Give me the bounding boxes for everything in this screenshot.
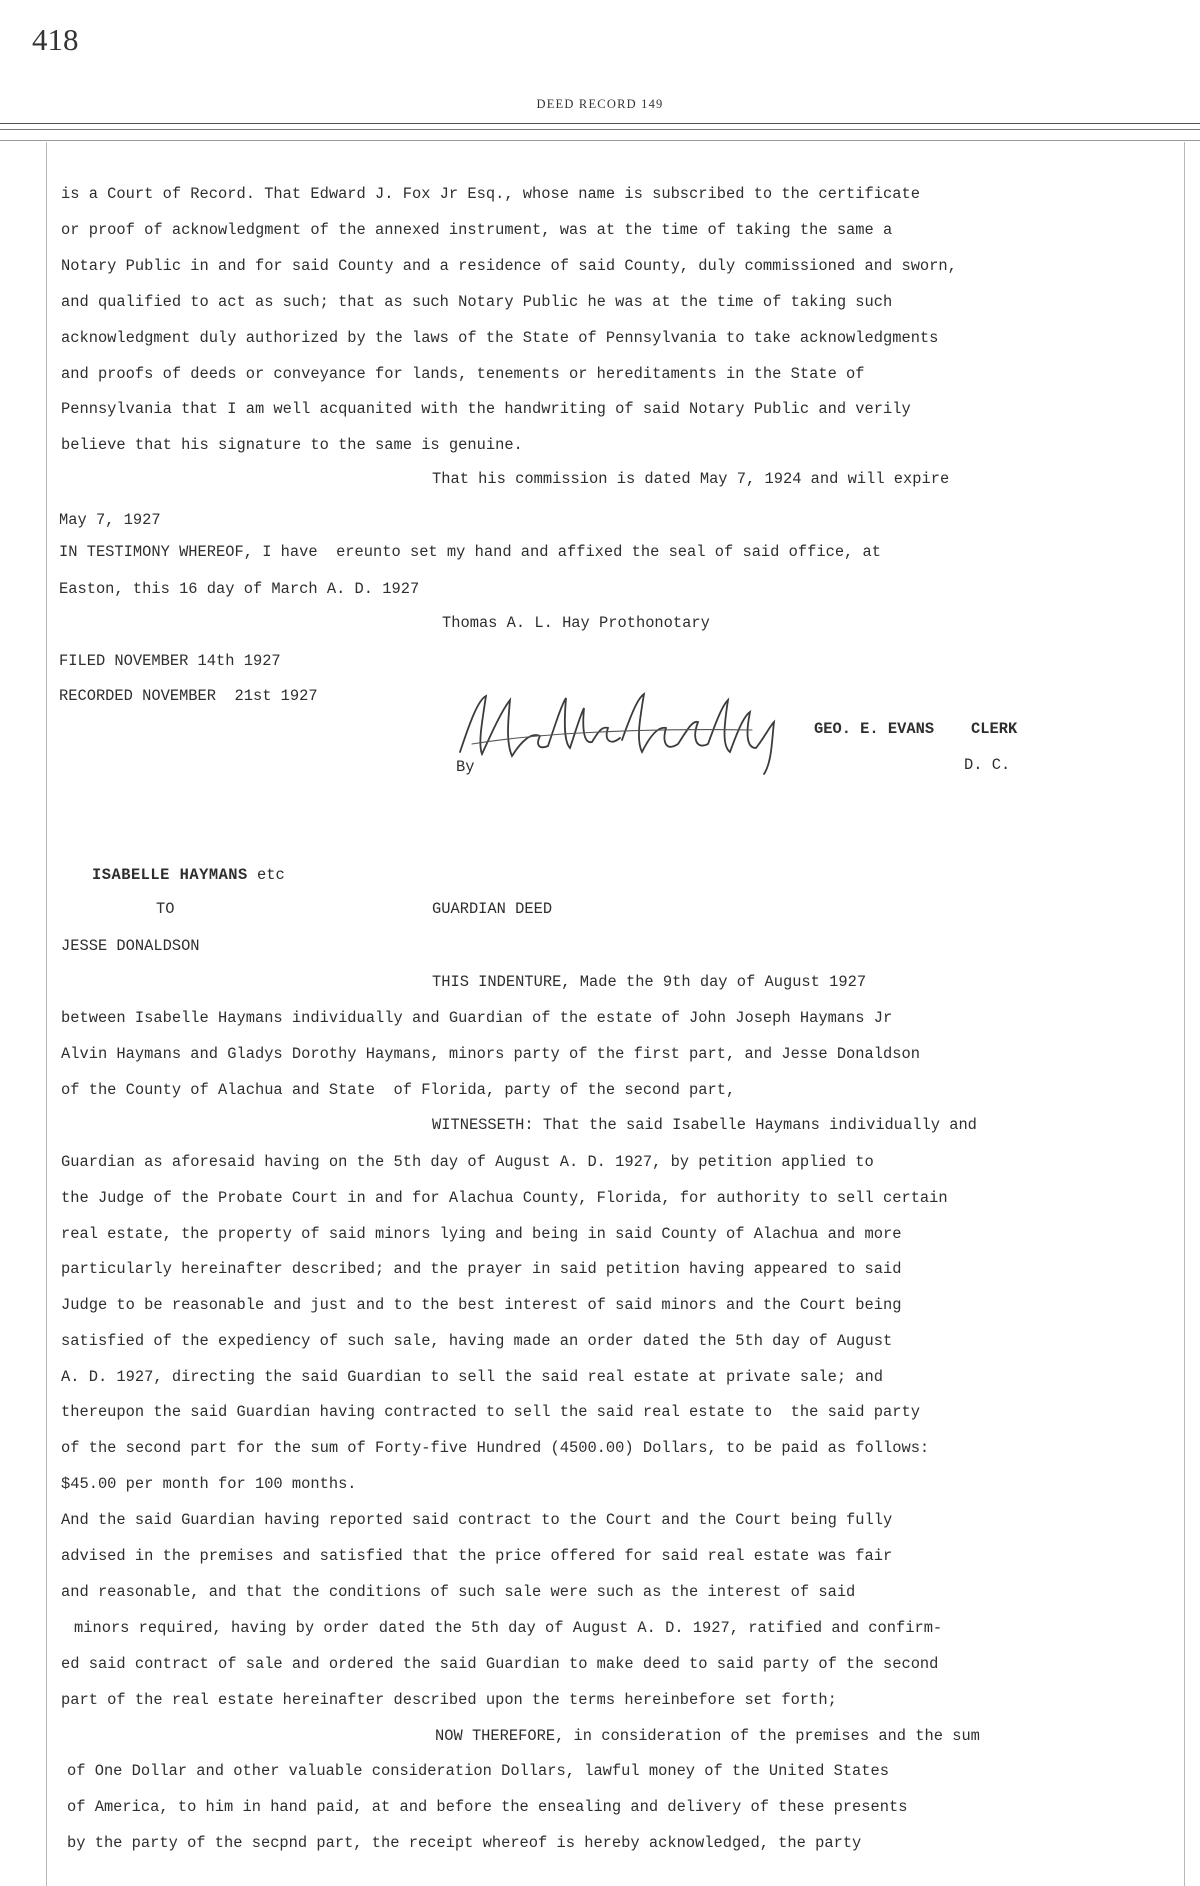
deed-body-line: particularly hereinafter described; and the prayer in said petition having appeared to said: [61, 1260, 902, 1278]
header-rule: [0, 129, 1200, 130]
recorded-date: RECORDED NOVEMBER 21st 1927: [59, 687, 318, 705]
right-margin-line: [1184, 142, 1185, 1886]
certificate-line: believe that his signature to the same is genuine.: [61, 436, 523, 454]
deed-caption-grantor: [92, 866, 285, 884]
grantor-suffix: etc: [257, 866, 285, 884]
certificate-line: Thomas A. L. Hay Prothonotary: [442, 614, 710, 632]
deed-body-line: THIS INDENTURE, Made the 9th day of August 1927: [432, 973, 867, 991]
by-label: By: [456, 758, 475, 776]
deed-body-line: of the County of Alachua and State of Florida, party of the second part,: [61, 1081, 736, 1099]
page-number: 418: [32, 22, 79, 57]
deed-body-line: And the said Guardian having reported said contract to the Court and the Court being fully: [61, 1511, 893, 1529]
deed-body-line: real estate, the property of said minors lying and being in said County of Alachua and more: [61, 1225, 902, 1243]
filed-date: FILED NOVEMBER 14th 1927: [59, 652, 281, 670]
grantee-name: JESSE DONALDSON: [61, 937, 200, 955]
deed-body-line: NOW THEREFORE, in consideration of the premises and the sum: [435, 1727, 980, 1745]
deed-body-line: and reasonable, and that the conditions of such sale were such as the interest of said: [61, 1583, 856, 1601]
deed-body-line: WITNESSETH: That the said Isabelle Haymans individually and: [432, 1116, 977, 1134]
deed-body-line: of the second part for the sum of Forty-five Hundred (4500.00) Dollars, to be paid as follows:: [61, 1439, 930, 1457]
handwritten-signature: [452, 682, 802, 777]
header-rule: [0, 140, 1200, 141]
certificate-line: That his commission is dated May 7, 1924 and will expire: [432, 470, 950, 488]
deed-body-line: ed said contract of sale and ordered the said Guardian to make deed to said party of the second: [61, 1655, 939, 1673]
ledger-title: DEED RECORD 149: [536, 97, 664, 111]
certificate-line: IN TESTIMONY WHEREOF, I have ereunto set my hand and affixed the seal of said office, at: [59, 543, 881, 561]
deed-body-line: of America, to him in hand paid, at and before the ensealing and delivery of these presents: [67, 1798, 908, 1816]
certificate-line: Pennsylvania that I am well acquanited with the handwriting of said Notary Public and verily: [61, 400, 911, 418]
certificate-line: and proofs of deeds or conveyance for lands, tenements or hereditaments in the State of: [61, 365, 865, 383]
deed-body-line: Judge to be reasonable and just and to the best interest of said minors and the Court being: [61, 1296, 902, 1314]
deputy-clerk-label: D. C.: [964, 756, 1011, 774]
certificate-line: is a Court of Record. That Edward J. Fox Jr Esq., whose name is subscribed to the certificate: [61, 185, 920, 203]
certificate-line: or proof of acknowledgment of the annexed instrument, was at the time of taking the same a: [61, 221, 893, 239]
deed-body-line: thereupon the said Guardian having contracted to sell the said real estate to the said party: [61, 1403, 920, 1421]
certificate-line: and qualified to act as such; that as such Notary Public he was at the time of taking such: [61, 293, 893, 311]
certificate-line: May 7, 1927: [59, 511, 161, 529]
certificate-line: Notary Public in and for said County and a residence of said County, duly commissioned and sworn,: [61, 257, 957, 275]
grantor-name: ISABELLE HAYMANS: [92, 866, 248, 884]
deed-body-line: of One Dollar and other valuable consideration Dollars, lawful money of the United States: [67, 1762, 889, 1780]
deed-body-line: minors required, having by order dated the 5th day of August A. D. 1927, ratified and confirm-: [74, 1619, 943, 1637]
deed-body-line: advised in the premises and satisfied that the price offered for said real estate was fair: [61, 1547, 893, 1565]
deed-body-line: $45.00 per month for 100 months.: [61, 1475, 357, 1493]
deed-body-line: between Isabelle Haymans individually and Guardian of the estate of John Joseph Haymans Jr: [61, 1009, 893, 1027]
deed-body-line: by the party of the secpnd part, the receipt whereof is hereby acknowledged, the party: [67, 1834, 862, 1852]
deed-body-line: Alvin Haymans and Gladys Dorothy Haymans, minors party of the first part, and Jesse Donaldson: [61, 1045, 920, 1063]
certificate-line: acknowledgment duly authorized by the laws of the State of Pennsylvania to take acknowledgments: [61, 329, 939, 347]
deed-type: GUARDIAN DEED: [432, 900, 553, 918]
deed-body-line: the Judge of the Probate Court in and for Alachua County, Florida, for authority to sell certain: [61, 1189, 948, 1207]
deed-body-line: part of the real estate hereinafter described upon the terms hereinbefore set forth;: [61, 1691, 837, 1709]
clerk-name: GEO. E. EVANS CLERK: [814, 720, 1018, 738]
deed-caption-to: TO: [156, 900, 175, 918]
deed-body-line: satisfied of the expediency of such sale, having made an order dated the 5th day of August: [61, 1332, 893, 1350]
deed-body-line: Guardian as aforesaid having on the 5th day of August A. D. 1927, by petition applied to: [61, 1153, 874, 1171]
deed-body-line: A. D. 1927, directing the said Guardian to sell the said real estate at private sale; and: [61, 1368, 883, 1386]
left-margin-line: [46, 142, 47, 1886]
header-rule: [0, 123, 1200, 124]
certificate-line: Easton, this 16 day of March A. D. 1927: [59, 580, 420, 598]
